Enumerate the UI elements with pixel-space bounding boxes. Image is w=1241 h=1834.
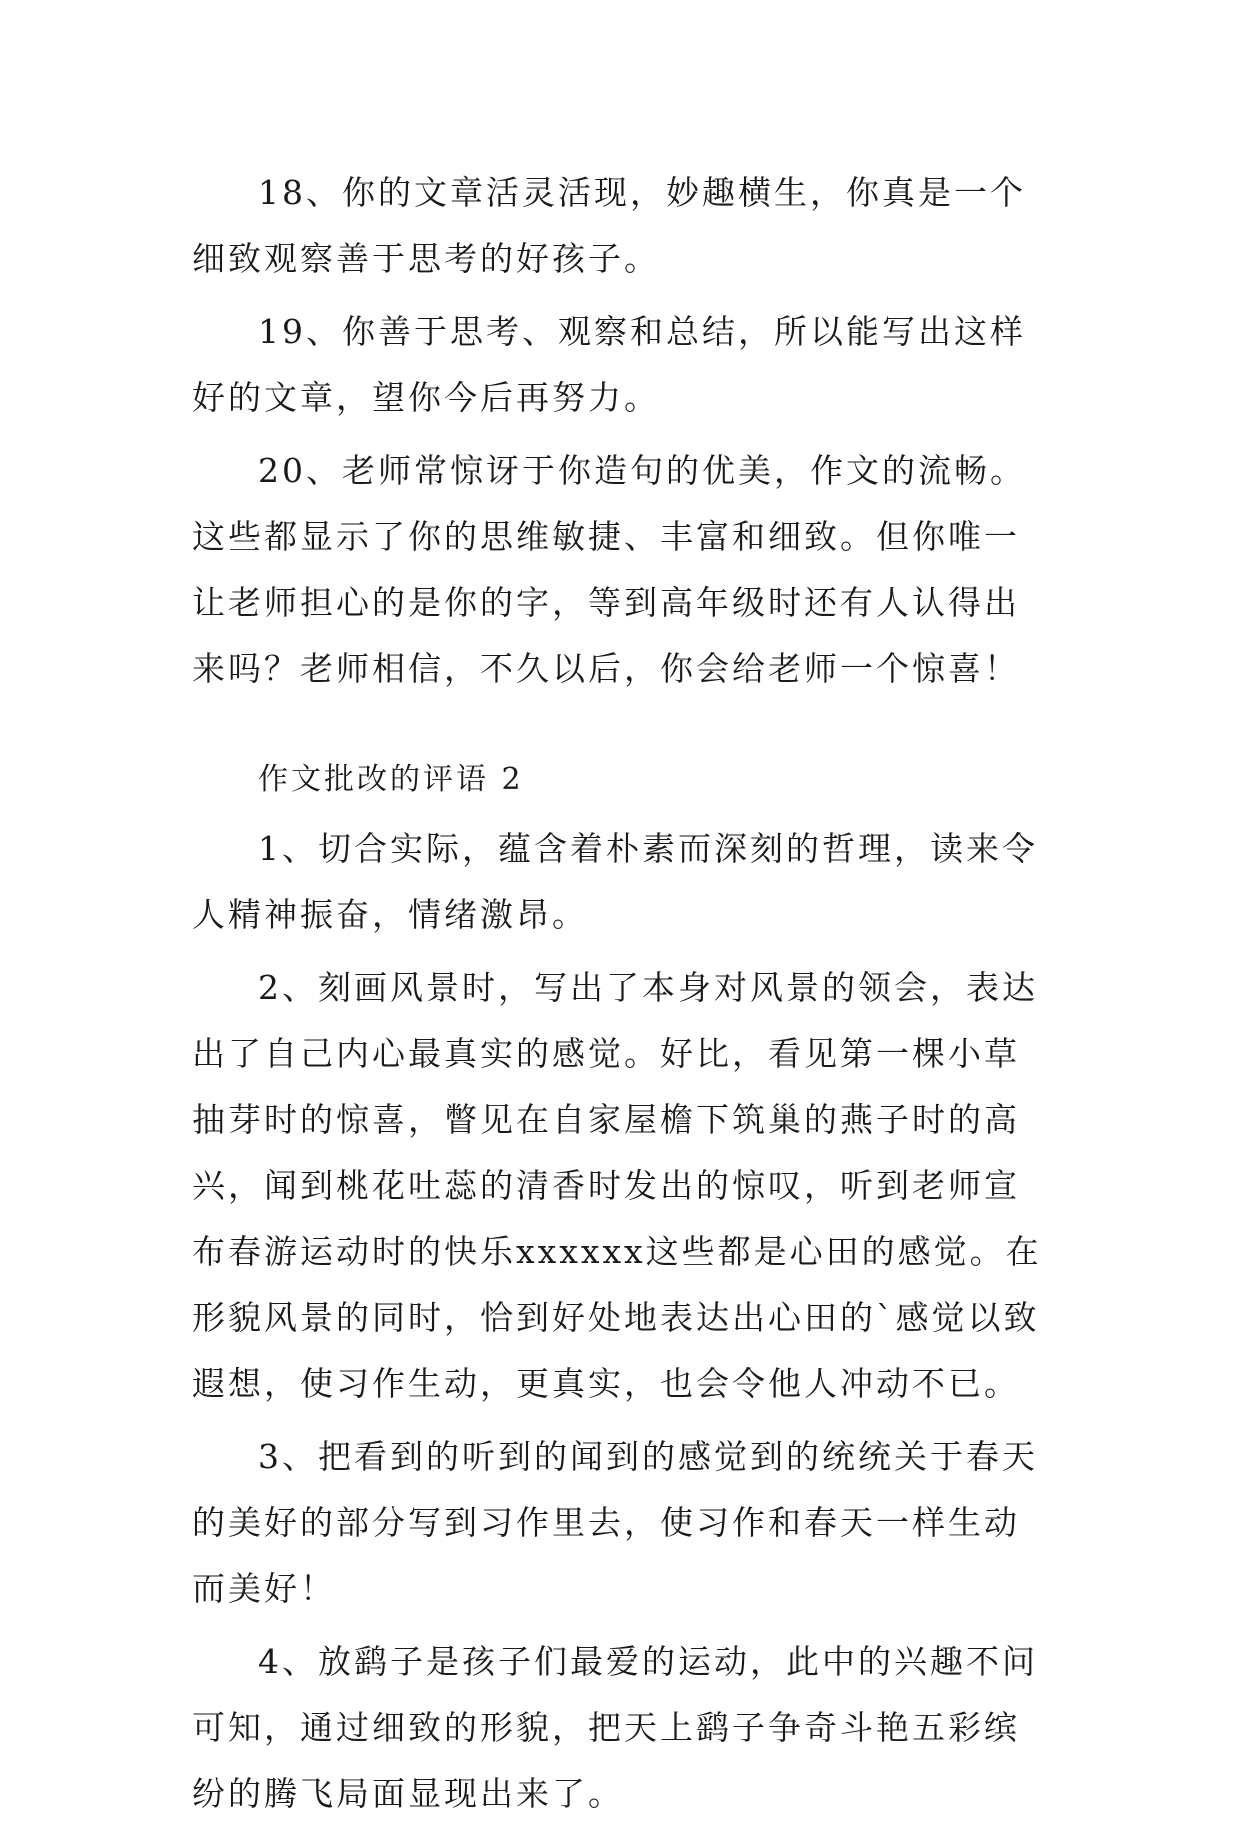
section-title: 作文批改的评语 2: [258, 762, 524, 797]
comment-paragraph-1: 1、切合实际，蕴含着朴素而深刻的哲理，读来令人精神振奋，情绪激昂。: [192, 829, 1038, 934]
comment-paragraph-4: 4、放鹞子是孩子们最爱的运动，此中的兴趣不问可知，通过细致的形貌，把天上鹞子争奇斗艳五彩缤纷的腾飞局面显现出来了。: [192, 1642, 1038, 1813]
comment-paragraph-19: 19、你善于思考、观察和总结，所以能写出这样好的文章，望你今后再努力。: [192, 312, 1026, 417]
comment-paragraph-18: 18、你的文章活灵活现，妙趣横生，你真是一个细致观察善于思考的好孩子。: [192, 173, 1026, 278]
document-page: [192, 160, 1050, 1834]
comment-paragraph-20: 20、老师常惊讶于你造句的优美，作文的流畅。这些都显示了你的思维敏捷、丰富和细致。但你唯一让老师担心的是你的字，等到高年级时还有人认得出来吗？老师相信，不久以后，你会给老师一个惊喜！: [192, 451, 1026, 688]
comment-paragraph-2: 2、刻画风景时，写出了本身对风景的领会，表达出了自己内心最真实的感觉。好比，看见第一棵小草抽芽时的惊喜，瞥见在自家屋檐下筑巢的燕子时的高兴，闻到桃花吐蕊的清香时发出的惊叹，听到老师宣布春游运动时的快乐xxxxxx这些都是心田的感觉。在形貌风景的同时，恰到好处地表达出心田的`感觉以致遐想，使习作生动，更真实，也会令他人冲动不已。: [192, 968, 1042, 1403]
comment-paragraph-3: 3、把看到的听到的闻到的感觉到的统统关于春天的美好的部分写到习作里去，使习作和春天一样生动而美好！: [192, 1437, 1038, 1608]
